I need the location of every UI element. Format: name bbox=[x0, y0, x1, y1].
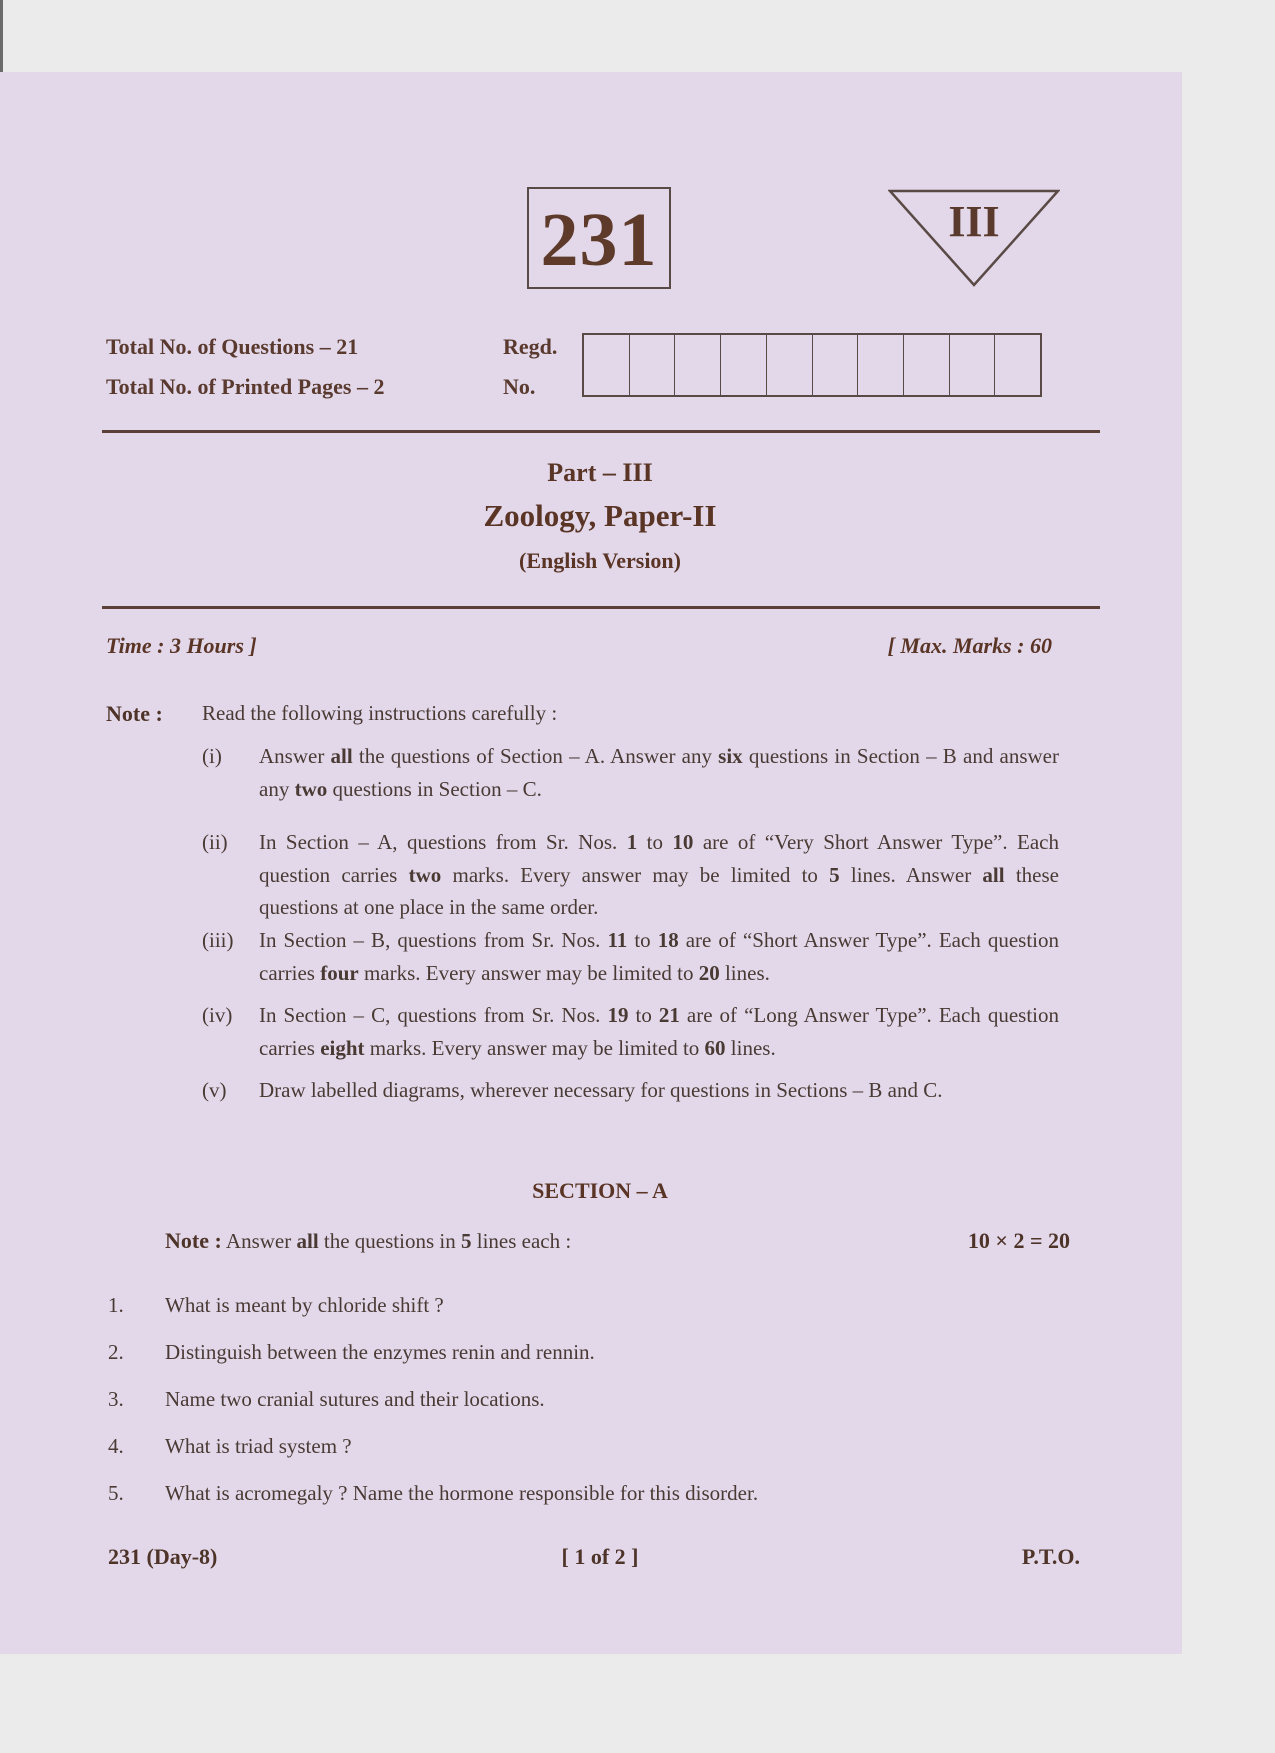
instruction-number: (ii) bbox=[202, 830, 228, 854]
section-a-note-label: Note : bbox=[165, 1228, 222, 1253]
regd-cell bbox=[675, 335, 721, 395]
regd-cell bbox=[584, 335, 630, 395]
text-segment: Draw labelled diagrams, wherever necessary for questions in Sections – B and C. bbox=[259, 1078, 943, 1102]
regd-cell bbox=[904, 335, 950, 395]
emphasis-text: six bbox=[718, 744, 743, 768]
instruction-number: (v) bbox=[202, 1078, 227, 1102]
regd-label: Regd. bbox=[503, 334, 558, 359]
emphasis-text: all bbox=[330, 744, 353, 768]
instruction-text bbox=[259, 740, 1059, 805]
text-segment: marks. Every answer may be limited to bbox=[441, 862, 830, 887]
text-segment: are of “Long Answer Type”. Each question carries bbox=[259, 1003, 1059, 1060]
section-a-heading: SECTION – A bbox=[532, 1178, 668, 1203]
emphasis-text: eight bbox=[320, 1035, 365, 1060]
emphasis-text: 5 bbox=[460, 1229, 472, 1253]
question-text: Distinguish between the enzymes renin and rennin. bbox=[165, 1340, 595, 1364]
footer-page: [ 1 of 2 ] bbox=[561, 1544, 639, 1569]
emphasis-text: 11 bbox=[607, 928, 628, 952]
section-a-marks: 10 × 2 = 20 bbox=[967, 1228, 1070, 1253]
question-number: 2. bbox=[108, 1340, 124, 1364]
footer-code: 231 (Day-8) bbox=[108, 1544, 218, 1569]
time-allowed: Time : 3 Hours ] bbox=[106, 633, 257, 658]
text-segment: In Section – B, questions from Sr. Nos. bbox=[259, 928, 608, 952]
text-segment: lines each : bbox=[471, 1229, 572, 1253]
emphasis-text: 1 bbox=[626, 830, 638, 854]
question-number: 5. bbox=[108, 1481, 124, 1505]
text-segment: In Section – A, questions from Sr. Nos. bbox=[259, 830, 627, 854]
instruction-text bbox=[259, 924, 1059, 989]
max-marks: [ Max. Marks : 60 bbox=[887, 633, 1052, 658]
regd-cell bbox=[995, 335, 1040, 395]
total-questions: Total No. of Questions – 21 bbox=[106, 334, 359, 359]
text-segment: to bbox=[628, 1003, 659, 1027]
paper-code-box bbox=[527, 187, 671, 289]
emphasis-text: 60 bbox=[704, 1035, 726, 1060]
emphasis-text: 10 bbox=[672, 830, 694, 854]
footer-pto: P.T.O. bbox=[1021, 1544, 1080, 1569]
instruction-number: (i) bbox=[202, 744, 222, 768]
emphasis-text: 21 bbox=[658, 1003, 680, 1027]
regd-number-boxes bbox=[582, 333, 1042, 397]
scan-edge bbox=[0, 0, 3, 80]
instruction-text bbox=[259, 999, 1059, 1064]
total-pages: Total No. of Printed Pages – 2 bbox=[106, 374, 385, 399]
emphasis-text: two bbox=[294, 776, 328, 801]
regd-cell bbox=[767, 335, 813, 395]
regd-cell bbox=[858, 335, 904, 395]
text-segment: questions in Section – C. bbox=[327, 776, 542, 801]
instruction-number: (iii) bbox=[202, 928, 234, 952]
question-number: 1. bbox=[108, 1293, 124, 1317]
title-rule bbox=[102, 606, 1100, 609]
part-title: Part – III bbox=[547, 458, 653, 487]
emphasis-text: 5 bbox=[829, 862, 840, 887]
regd-cell bbox=[950, 335, 996, 395]
question-text: Name two cranial sutures and their locations. bbox=[165, 1387, 545, 1411]
section-a-note-text bbox=[222, 1229, 571, 1253]
text-segment: are of “Short Answer Type”. Each question carries bbox=[259, 928, 1059, 985]
note-intro: Read the following instructions carefully : bbox=[202, 701, 558, 725]
text-segment: marks. Every answer may be limited to bbox=[358, 960, 699, 985]
text-segment: lines. bbox=[725, 1035, 776, 1060]
question-number: 3. bbox=[108, 1387, 124, 1411]
paper-code: 231 bbox=[540, 198, 658, 282]
text-segment: lines. Answer bbox=[839, 862, 983, 887]
emphasis-text: 18 bbox=[657, 928, 679, 952]
emphasis-text: all bbox=[296, 1229, 319, 1253]
text-segment: Answer bbox=[259, 744, 331, 768]
note-label: Note : bbox=[106, 701, 163, 726]
instruction-text bbox=[259, 826, 1059, 924]
text-segment: the questions of Section – A. Answer any bbox=[352, 744, 719, 768]
text-segment: are of “Very Short Answer Type”. Each question carries bbox=[259, 830, 1060, 887]
top-rule bbox=[102, 430, 1100, 433]
text-segment: these questions at one place in the same order. bbox=[259, 862, 1059, 919]
text-segment: Answer bbox=[221, 1229, 297, 1253]
regd-no-label: No. bbox=[503, 374, 536, 399]
regd-cell bbox=[813, 335, 859, 395]
version-label: (English Version) bbox=[519, 548, 681, 573]
text-segment: questions in Section – B and answer any bbox=[259, 744, 1059, 801]
text-segment: to bbox=[627, 928, 658, 952]
emphasis-text: four bbox=[320, 960, 359, 985]
roman-badge: III bbox=[948, 197, 1000, 246]
emphasis-text: two bbox=[408, 862, 442, 887]
emphasis-text: all bbox=[982, 862, 1005, 887]
text-segment: In Section – C, questions from Sr. Nos. bbox=[259, 1003, 608, 1027]
question-text: What is acromegaly ? Name the hormone responsible for this disorder. bbox=[165, 1481, 759, 1505]
question-text: What is triad system ? bbox=[165, 1434, 352, 1458]
question-text: What is meant by chloride shift ? bbox=[165, 1293, 444, 1317]
text-segment: marks. Every answer may be limited to bbox=[364, 1035, 705, 1060]
emphasis-text: 19 bbox=[607, 1003, 629, 1027]
text-segment: lines. bbox=[719, 960, 770, 985]
section-a-note bbox=[165, 1228, 571, 1254]
question-number: 4. bbox=[108, 1434, 124, 1458]
regd-cell bbox=[630, 335, 676, 395]
emphasis-text: 20 bbox=[698, 960, 720, 985]
text-segment: the questions in bbox=[318, 1229, 461, 1253]
subject-title: Zoology, Paper-II bbox=[483, 498, 717, 533]
text-segment: to bbox=[637, 830, 673, 854]
instruction-number: (iv) bbox=[202, 1003, 233, 1027]
instruction-text bbox=[259, 1074, 1059, 1107]
regd-cell bbox=[721, 335, 767, 395]
